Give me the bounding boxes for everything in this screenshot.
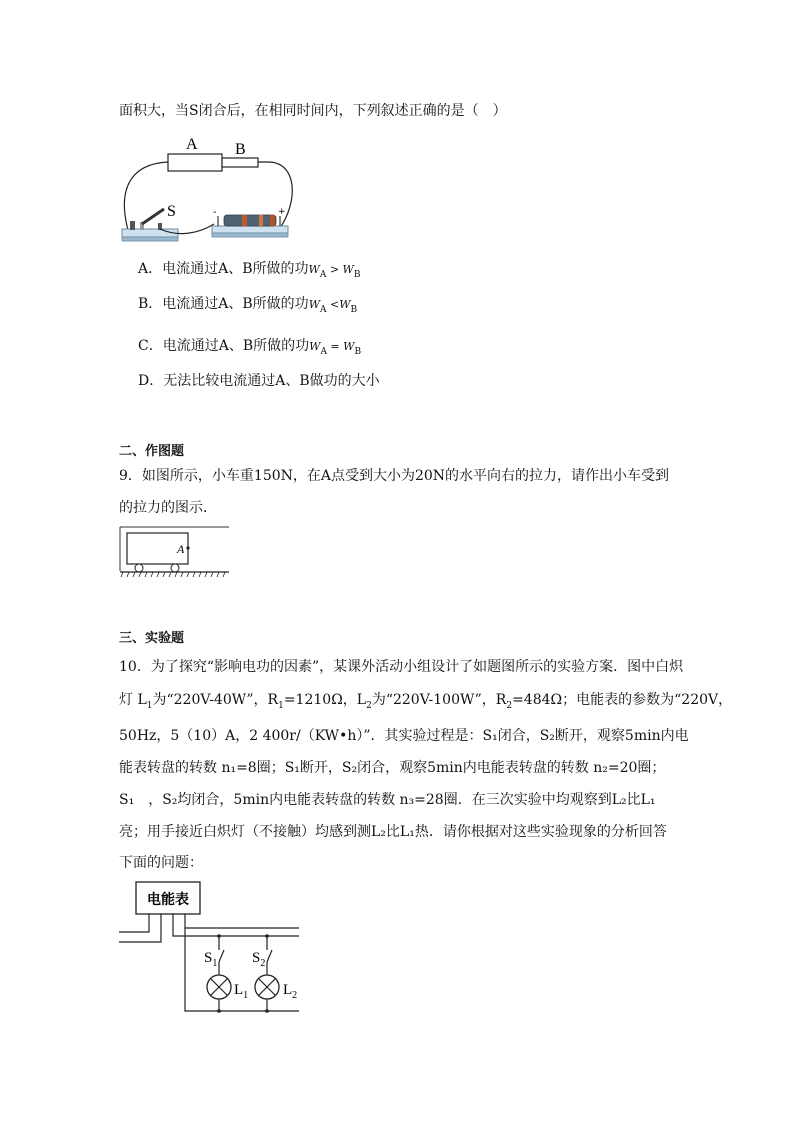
lamp-l2-label: $L_2$ [283,982,298,1001]
energy-meter-label: 电能表 [147,892,189,908]
q10-line-6: 亮；用手接近白炽灯（不接触）均感到测L₂比L₁热．请你根据对这些实验现象的分析回答 [119,824,667,840]
battery-minus: - [213,207,217,218]
lamp-l2 [255,975,279,999]
q8-circuit-figure [118,132,308,247]
q10-line-1: 10．为了探究“影响电功的因素”，某课外活动小组设计了如题图所示的实验方案．图中白炽 [119,659,684,675]
resistor-a [168,154,222,171]
q9-line-2: 的拉力的图示． [119,500,217,516]
q10-circuit-figure [119,880,305,1018]
option-a: A．电流通过A、B所做的功$W_A > W_B$ [138,261,361,280]
label-b: B [235,141,246,158]
q10-line-4: 能表转盘的转数 n₁=8圈；S₁断开，S₂闭合，观察5min内电能表转盘的转数 n₂=20圈； [119,760,666,776]
option-c: C．电流通过A、B所做的功$W_A = W_B$ [138,338,362,357]
wheel-left [135,564,143,572]
option-d: D．无法比较电流通过A、B做功的大小 [138,373,380,389]
lamp-l1 [207,975,231,999]
q10-line-7: 下面的问题： [119,855,203,871]
q10-line-2: 灯 $L_1$为“220V-40W”，$R_1=1210\Omega$，$L_2$为“220V-100W”，$R_2=484\Omega$；电能表的参数为“220V， [119,692,733,711]
lamp-l1-label: $L_1$ [234,982,249,1001]
q9-line-1: 9．如图所示，小车重150N，在A点受到大小为20N的水平向右的拉力，请作出小车受到 [119,468,670,484]
switch-s1-label: $S_1$ [204,950,218,969]
option-b: B．电流通过A、B所做的功$W_A <W_B$ [138,296,358,315]
switch-lever [142,209,164,224]
section-3-title: 三、实验题 [119,631,185,646]
q10-line-3: 50Hz，5（10）A，2 400r/（KW•h）”．其实验过程是：S₁闭合，S₂断开，观察5min内电 [119,728,689,744]
q8-stem-tail: 面积大，当S闭合后，在相同时间内，下列叙述正确的是（ ） [119,103,507,119]
point-a [186,546,189,549]
label-a: A [186,136,198,153]
q9-cart-figure [119,527,231,579]
section-2-title: 二、作图题 [119,444,185,459]
wheel-right [171,564,179,572]
resistor-b [222,158,258,167]
battery-plus: + [278,207,286,217]
q10-line-5: S₁ ，S₂均闭合，5min内电能表转盘的转数 n₃=28圈．在三次实验中均观察到L₂比L₁ [119,792,656,808]
point-a-label: A [177,542,185,556]
switch-s2-label: $S_2$ [252,950,266,969]
label-s: S [167,203,176,220]
